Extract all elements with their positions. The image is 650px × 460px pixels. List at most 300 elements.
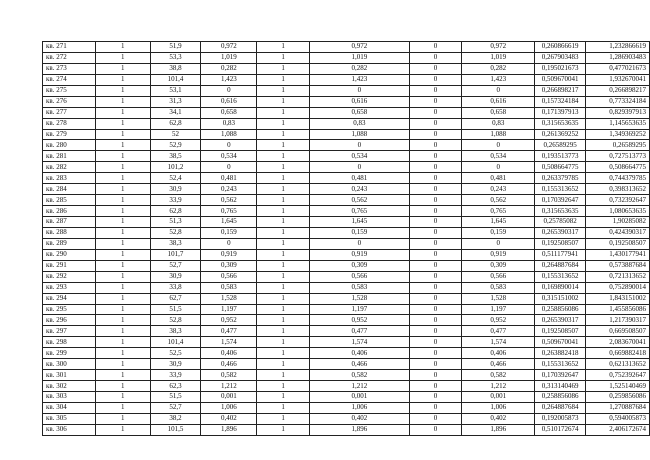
cell-col-6: 0,534 <box>310 151 410 162</box>
cell-col-9: 0,26589295 <box>535 140 586 151</box>
cell-area: 52,5 <box>150 348 201 359</box>
cell-col-7: 0 <box>409 315 462 326</box>
cell-col-6: 0,562 <box>310 195 410 206</box>
cell-col-10: 2,406172674 <box>586 424 650 435</box>
cell-col-6: 1,645 <box>310 217 410 228</box>
cell-area: 33,8 <box>150 282 201 293</box>
cell-area: 52,7 <box>150 260 201 271</box>
cell-col-5: 1 <box>257 260 310 271</box>
cell-col-5: 1 <box>257 271 310 282</box>
cell-col-4: 0,402 <box>201 413 257 424</box>
cell-area: 53,1 <box>150 85 201 96</box>
table-row <box>43 370 650 381</box>
cell-count: 1 <box>95 424 150 435</box>
cell-count: 1 <box>95 129 150 140</box>
cell-col-7: 0 <box>409 271 462 282</box>
cell-col-10: 1,270887684 <box>586 402 650 413</box>
cell-count: 1 <box>95 107 150 118</box>
cell-count: 1 <box>95 370 150 381</box>
cell-col-4: 1,645 <box>201 217 257 228</box>
table-row <box>43 74 650 85</box>
cell-col-5: 1 <box>257 52 310 63</box>
cell-apartment: кв. 295 <box>43 304 96 315</box>
cell-col-10: 0,594005873 <box>586 413 650 424</box>
cell-col-5: 1 <box>257 63 310 74</box>
cell-col-8: 0,402 <box>462 413 535 424</box>
cell-col-4: 0,952 <box>201 315 257 326</box>
cell-col-4: 0,919 <box>201 249 257 260</box>
cell-area: 101,5 <box>150 424 201 435</box>
cell-col-6: 0,309 <box>310 260 410 271</box>
cell-col-7: 0 <box>409 370 462 381</box>
cell-col-9: 0,509670041 <box>535 74 586 85</box>
table-row <box>43 260 650 271</box>
cell-col-6: 0,477 <box>310 326 410 337</box>
cell-col-4: 1,896 <box>201 424 257 435</box>
cell-col-9: 0,261369252 <box>535 129 586 140</box>
table-row <box>43 129 650 140</box>
cell-col-10: 1,349369252 <box>586 129 650 140</box>
cell-col-5: 1 <box>257 173 310 184</box>
cell-col-9: 0,265390317 <box>535 227 586 238</box>
cell-col-7: 0 <box>409 293 462 304</box>
cell-col-4: 0,466 <box>201 359 257 370</box>
cell-col-8: 0,952 <box>462 315 535 326</box>
cell-col-6: 0 <box>310 162 410 173</box>
cell-col-8: 0 <box>462 85 535 96</box>
table-row <box>43 293 650 304</box>
cell-count: 1 <box>95 238 150 249</box>
cell-col-8: 0,616 <box>462 96 535 107</box>
table-row <box>43 348 650 359</box>
cell-col-9: 0,155313652 <box>535 271 586 282</box>
cell-col-4: 0 <box>201 238 257 249</box>
cell-area: 62,7 <box>150 293 201 304</box>
cell-col-4: 0,243 <box>201 184 257 195</box>
cell-col-7: 0 <box>409 74 462 85</box>
cell-col-10: 1,455856086 <box>586 304 650 315</box>
cell-area: 52,8 <box>150 227 201 238</box>
cell-col-9: 0,155313652 <box>535 359 586 370</box>
cell-col-9: 0,192508507 <box>535 238 586 249</box>
cell-col-5: 1 <box>257 359 310 370</box>
cell-apartment: кв. 300 <box>43 359 96 370</box>
cell-apartment: кв. 275 <box>43 85 96 96</box>
table-row <box>43 63 650 74</box>
cell-col-7: 0 <box>409 392 462 403</box>
cell-col-8: 1,645 <box>462 217 535 228</box>
cell-col-7: 0 <box>409 413 462 424</box>
cell-col-10: 1,90285082 <box>586 217 650 228</box>
cell-col-8: 0,765 <box>462 206 535 217</box>
cell-count: 1 <box>95 195 150 206</box>
table-row <box>43 140 650 151</box>
cell-area: 52,4 <box>150 173 201 184</box>
cell-col-8: 1,197 <box>462 304 535 315</box>
cell-area: 52 <box>150 129 201 140</box>
cell-col-5: 1 <box>257 282 310 293</box>
cell-apartment: кв. 299 <box>43 348 96 359</box>
cell-col-5: 1 <box>257 184 310 195</box>
table-row <box>43 85 650 96</box>
cell-col-5: 1 <box>257 107 310 118</box>
cell-apartment: кв. 278 <box>43 118 96 129</box>
cell-col-4: 0,83 <box>201 118 257 129</box>
cell-area: 101,7 <box>150 249 201 260</box>
table-row <box>43 315 650 326</box>
cell-col-10: 1,932670041 <box>586 74 650 85</box>
cell-col-10: 0,669882418 <box>586 348 650 359</box>
cell-area: 30,9 <box>150 271 201 282</box>
cell-count: 1 <box>95 52 150 63</box>
cell-area: 38,2 <box>150 413 201 424</box>
cell-col-9: 0,264887684 <box>535 260 586 271</box>
cell-col-6: 1,019 <box>310 52 410 63</box>
table-row <box>43 424 650 435</box>
cell-apartment: кв. 292 <box>43 271 96 282</box>
cell-col-7: 0 <box>409 195 462 206</box>
cell-count: 1 <box>95 381 150 392</box>
table-row <box>43 402 650 413</box>
cell-col-6: 0,83 <box>310 118 410 129</box>
cell-col-7: 0 <box>409 402 462 413</box>
cell-col-4: 0,406 <box>201 348 257 359</box>
cell-col-7: 0 <box>409 282 462 293</box>
cell-col-9: 0,313140469 <box>535 381 586 392</box>
cell-col-9: 0,192508507 <box>535 326 586 337</box>
cell-col-10: 0,259856086 <box>586 392 650 403</box>
cell-count: 1 <box>95 282 150 293</box>
table-body <box>43 42 650 436</box>
cell-count: 1 <box>95 217 150 228</box>
cell-col-4: 0 <box>201 140 257 151</box>
cell-col-4: 1,574 <box>201 337 257 348</box>
cell-col-5: 1 <box>257 249 310 260</box>
cell-col-6: 0,658 <box>310 107 410 118</box>
cell-col-10: 0,398313652 <box>586 184 650 195</box>
cell-col-9: 0,315151002 <box>535 293 586 304</box>
cell-col-10: 1,525140469 <box>586 381 650 392</box>
cell-col-7: 0 <box>409 424 462 435</box>
cell-col-7: 0 <box>409 96 462 107</box>
cell-col-9: 0,260866619 <box>535 42 586 53</box>
cell-col-6: 1,006 <box>310 402 410 413</box>
cell-col-4: 0,282 <box>201 63 257 74</box>
cell-col-4: 1,197 <box>201 304 257 315</box>
cell-col-5: 1 <box>257 118 310 129</box>
table-row <box>43 359 650 370</box>
cell-col-6: 0,406 <box>310 348 410 359</box>
cell-col-9: 0,315653635 <box>535 206 586 217</box>
cell-apartment: кв. 279 <box>43 129 96 140</box>
cell-col-8: 0,243 <box>462 184 535 195</box>
cell-col-8: 0,282 <box>462 63 535 74</box>
cell-count: 1 <box>95 249 150 260</box>
cell-col-4: 0,765 <box>201 206 257 217</box>
cell-count: 1 <box>95 359 150 370</box>
cell-col-6: 1,896 <box>310 424 410 435</box>
cell-apartment: кв. 284 <box>43 184 96 195</box>
cell-col-5: 1 <box>257 424 310 435</box>
cell-col-10: 0,732392647 <box>586 195 650 206</box>
cell-count: 1 <box>95 413 150 424</box>
cell-col-5: 1 <box>257 337 310 348</box>
cell-col-7: 0 <box>409 173 462 184</box>
cell-col-4: 1,006 <box>201 402 257 413</box>
cell-count: 1 <box>95 118 150 129</box>
cell-col-8: 0,658 <box>462 107 535 118</box>
cell-col-7: 0 <box>409 227 462 238</box>
cell-col-7: 0 <box>409 184 462 195</box>
cell-area: 34,1 <box>150 107 201 118</box>
cell-col-10: 0,621313652 <box>586 359 650 370</box>
cell-col-8: 0,583 <box>462 282 535 293</box>
cell-col-5: 1 <box>257 326 310 337</box>
cell-col-10: 1,843151002 <box>586 293 650 304</box>
table-row <box>43 107 650 118</box>
table-row <box>43 304 650 315</box>
cell-col-4: 0,001 <box>201 392 257 403</box>
table-row <box>43 238 650 249</box>
cell-col-6: 0,243 <box>310 184 410 195</box>
cell-col-6: 0,582 <box>310 370 410 381</box>
cell-area: 101,4 <box>150 74 201 85</box>
cell-area: 51,9 <box>150 42 201 53</box>
cell-col-8: 1,088 <box>462 129 535 140</box>
cell-col-7: 0 <box>409 85 462 96</box>
cell-col-4: 0,481 <box>201 173 257 184</box>
cell-apartment: кв. 283 <box>43 173 96 184</box>
cell-col-10: 0,752890014 <box>586 282 650 293</box>
cell-col-7: 0 <box>409 359 462 370</box>
cell-col-4: 0,534 <box>201 151 257 162</box>
cell-col-8: 0,534 <box>462 151 535 162</box>
cell-col-8: 1,212 <box>462 381 535 392</box>
cell-col-8: 0,001 <box>462 392 535 403</box>
cell-col-5: 1 <box>257 392 310 403</box>
cell-col-9: 0,155313652 <box>535 184 586 195</box>
cell-count: 1 <box>95 337 150 348</box>
table-row <box>43 52 650 63</box>
cell-col-7: 0 <box>409 151 462 162</box>
cell-count: 1 <box>95 162 150 173</box>
cell-apartment: кв. 306 <box>43 424 96 435</box>
cell-col-6: 0,583 <box>310 282 410 293</box>
cell-col-10: 0,727513773 <box>586 151 650 162</box>
cell-count: 1 <box>95 348 150 359</box>
table-row <box>43 173 650 184</box>
cell-col-6: 0,481 <box>310 173 410 184</box>
cell-col-5: 1 <box>257 85 310 96</box>
cell-col-7: 0 <box>409 52 462 63</box>
cell-col-9: 0,266898217 <box>535 85 586 96</box>
cell-col-6: 0,001 <box>310 392 410 403</box>
cell-col-10: 0,26589295 <box>586 140 650 151</box>
cell-area: 62,8 <box>150 206 201 217</box>
cell-area: 51,5 <box>150 392 201 403</box>
cell-count: 1 <box>95 85 150 96</box>
cell-col-4: 0,583 <box>201 282 257 293</box>
cell-col-10: 0,424390317 <box>586 227 650 238</box>
cell-col-10: 0,829397913 <box>586 107 650 118</box>
cell-count: 1 <box>95 227 150 238</box>
cell-col-8: 0 <box>462 238 535 249</box>
cell-col-4: 1,212 <box>201 381 257 392</box>
cell-col-7: 0 <box>409 249 462 260</box>
cell-col-7: 0 <box>409 107 462 118</box>
cell-area: 38,8 <box>150 63 201 74</box>
cell-col-9: 0,258856086 <box>535 304 586 315</box>
table-row <box>43 413 650 424</box>
cell-col-5: 1 <box>257 370 310 381</box>
cell-col-9: 0,193513773 <box>535 151 586 162</box>
cell-col-4: 0 <box>201 162 257 173</box>
cell-col-6: 0,919 <box>310 249 410 260</box>
cell-area: 101,2 <box>150 162 201 173</box>
cell-col-10: 0,573887684 <box>586 260 650 271</box>
cell-area: 38,3 <box>150 238 201 249</box>
cell-col-7: 0 <box>409 129 462 140</box>
cell-col-7: 0 <box>409 337 462 348</box>
cell-col-5: 1 <box>257 206 310 217</box>
cell-area: 51,3 <box>150 217 201 228</box>
cell-area: 62,8 <box>150 118 201 129</box>
cell-count: 1 <box>95 140 150 151</box>
cell-col-6: 0,282 <box>310 63 410 74</box>
cell-area: 31,3 <box>150 96 201 107</box>
cell-col-5: 1 <box>257 348 310 359</box>
cell-col-8: 1,019 <box>462 52 535 63</box>
cell-col-7: 0 <box>409 238 462 249</box>
table-row <box>43 184 650 195</box>
cell-col-8: 0 <box>462 140 535 151</box>
cell-col-10: 1,286903483 <box>586 52 650 63</box>
cell-col-9: 0,508664775 <box>535 162 586 173</box>
cell-count: 1 <box>95 184 150 195</box>
table-row <box>43 392 650 403</box>
cell-col-4: 0,582 <box>201 370 257 381</box>
cell-col-8: 1,528 <box>462 293 535 304</box>
cell-col-6: 1,528 <box>310 293 410 304</box>
cell-count: 1 <box>95 293 150 304</box>
cell-apartment: кв. 290 <box>43 249 96 260</box>
cell-col-8: 0,582 <box>462 370 535 381</box>
cell-col-9: 0,263882418 <box>535 348 586 359</box>
cell-apartment: кв. 288 <box>43 227 96 238</box>
cell-col-6: 0,402 <box>310 413 410 424</box>
cell-count: 1 <box>95 260 150 271</box>
cell-col-4: 0,658 <box>201 107 257 118</box>
cell-count: 1 <box>95 173 150 184</box>
cell-col-6: 0,466 <box>310 359 410 370</box>
table-row <box>43 227 650 238</box>
cell-col-5: 1 <box>257 140 310 151</box>
cell-area: 30,9 <box>150 359 201 370</box>
cell-apartment: кв. 282 <box>43 162 96 173</box>
cell-apartment: кв. 271 <box>43 42 96 53</box>
cell-col-6: 0,765 <box>310 206 410 217</box>
cell-count: 1 <box>95 63 150 74</box>
cell-col-8: 0,972 <box>462 42 535 53</box>
cell-count: 1 <box>95 326 150 337</box>
cell-col-8: 1,896 <box>462 424 535 435</box>
cell-col-9: 0,509670041 <box>535 337 586 348</box>
cell-col-8: 0,83 <box>462 118 535 129</box>
cell-col-10: 0,773324184 <box>586 96 650 107</box>
cell-area: 51,5 <box>150 304 201 315</box>
cell-apartment: кв. 304 <box>43 402 96 413</box>
cell-area: 52,8 <box>150 315 201 326</box>
cell-apartment: кв. 285 <box>43 195 96 206</box>
table-row <box>43 96 650 107</box>
cell-count: 1 <box>95 42 150 53</box>
cell-col-4: 0 <box>201 85 257 96</box>
cell-col-10: 0,721313652 <box>586 271 650 282</box>
cell-col-10: 1,080653635 <box>586 206 650 217</box>
cell-col-7: 0 <box>409 63 462 74</box>
cell-area: 52,7 <box>150 402 201 413</box>
cell-apartment: кв. 272 <box>43 52 96 63</box>
cell-area: 30,9 <box>150 184 201 195</box>
cell-col-10: 0,508664775 <box>586 162 650 173</box>
cell-apartment: кв. 303 <box>43 392 96 403</box>
cell-col-9: 0,265390317 <box>535 315 586 326</box>
cell-apartment: кв. 302 <box>43 381 96 392</box>
cell-col-9: 0,511177941 <box>535 249 586 260</box>
cell-col-6: 0,566 <box>310 271 410 282</box>
cell-count: 1 <box>95 392 150 403</box>
cell-col-6: 1,212 <box>310 381 410 392</box>
cell-count: 1 <box>95 402 150 413</box>
cell-col-9: 0,267903483 <box>535 52 586 63</box>
cell-col-5: 1 <box>257 162 310 173</box>
cell-apartment: кв. 280 <box>43 140 96 151</box>
cell-col-7: 0 <box>409 217 462 228</box>
cell-col-5: 1 <box>257 42 310 53</box>
cell-area: 53,3 <box>150 52 201 63</box>
cell-col-9: 0,170392647 <box>535 195 586 206</box>
cell-col-7: 0 <box>409 42 462 53</box>
cell-apartment: кв. 277 <box>43 107 96 118</box>
table-row <box>43 249 650 260</box>
cell-apartment: кв. 293 <box>43 282 96 293</box>
cell-col-6: 0 <box>310 140 410 151</box>
cell-col-10: 2,083670041 <box>586 337 650 348</box>
cell-col-9: 0,195021673 <box>535 63 586 74</box>
cell-col-8: 0,477 <box>462 326 535 337</box>
cell-area: 33,9 <box>150 195 201 206</box>
cell-col-6: 0 <box>310 238 410 249</box>
table-row <box>43 118 650 129</box>
cell-area: 38,5 <box>150 151 201 162</box>
cell-col-8: 0,566 <box>462 271 535 282</box>
table-row <box>43 217 650 228</box>
table-row <box>43 326 650 337</box>
cell-col-5: 1 <box>257 304 310 315</box>
cell-col-5: 1 <box>257 217 310 228</box>
cell-apartment: кв. 297 <box>43 326 96 337</box>
cell-col-4: 0,972 <box>201 42 257 53</box>
cell-count: 1 <box>95 304 150 315</box>
cell-col-6: 1,423 <box>310 74 410 85</box>
table-row <box>43 151 650 162</box>
cell-col-4: 1,019 <box>201 52 257 63</box>
cell-col-5: 1 <box>257 293 310 304</box>
cell-col-6: 0,616 <box>310 96 410 107</box>
cell-apartment: кв. 287 <box>43 217 96 228</box>
cell-col-5: 1 <box>257 129 310 140</box>
cell-count: 1 <box>95 96 150 107</box>
